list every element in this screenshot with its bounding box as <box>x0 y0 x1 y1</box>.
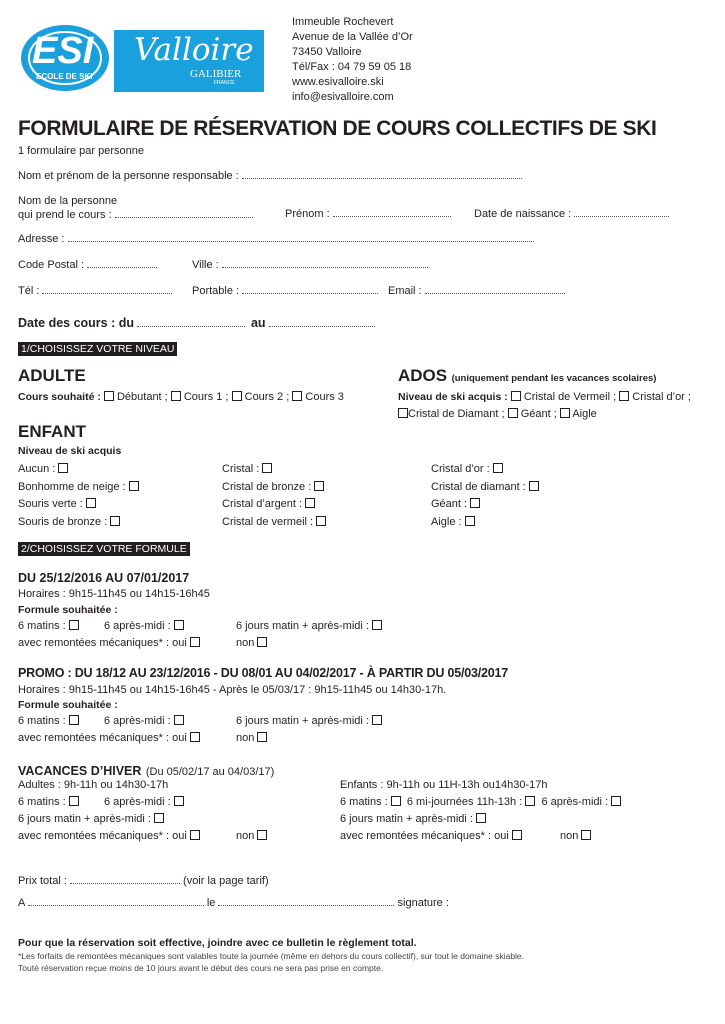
dates-row <box>18 316 375 330</box>
section-formule-bar: 2/CHOISISSEZ VOTRE FORMULE <box>18 542 190 556</box>
period-2-title: PROMO : DU 18/12 AU 23/12/2016 - DU 08/01 AU 04/02/2017 - À PARTIR DU 05/03/2017 <box>18 666 509 680</box>
enfants-horaires: Enfants : 9h-11h ou 11H-13h ou14h30-17h <box>340 779 548 791</box>
portable-row <box>192 285 378 297</box>
p3e-jours-label: 6 jours matin + après-midi : <box>340 813 473 825</box>
enfant-option <box>222 461 326 479</box>
cp-field[interactable] <box>87 266 157 268</box>
checkbox-p1-non[interactable] <box>257 637 267 647</box>
p2-non-row <box>236 732 267 744</box>
checkbox-cristal-vermeil[interactable] <box>511 391 521 401</box>
email-field[interactable] <box>425 292 565 294</box>
p3e-options-row <box>340 796 621 808</box>
p1-non-row <box>236 637 267 649</box>
checkbox-cours-3[interactable] <box>292 391 302 401</box>
p2-remontees-label: avec remontées mécaniques* : oui <box>18 732 187 744</box>
note-forfaits: *Les forfaits de remontées mécaniques sont valables toute la journée (même en dehors du cours collectif), sur tout le domaine skiable. <box>18 951 525 961</box>
p3e-non-label: non <box>560 830 579 842</box>
website-link[interactable]: www.esivalloire.ski <box>292 76 384 88</box>
period-3-dates: (Du 05/02/17 au 04/03/17) <box>145 766 275 778</box>
ville-field[interactable] <box>222 266 428 268</box>
p3a-matins-label: 6 matins : <box>18 796 66 808</box>
period-1-horaires: Horaires : 9h15-11h45 ou 14h15-16h45 <box>18 588 210 600</box>
checkbox-cristal[interactable] <box>262 463 272 473</box>
tel-field[interactable] <box>42 292 172 294</box>
checkbox-p2-aprem[interactable] <box>174 715 184 725</box>
esi-logo <box>20 24 110 92</box>
ados-niveau-row-2 <box>398 408 597 420</box>
p3e-jours-row <box>340 813 486 825</box>
portable-label: Portable : <box>192 285 240 297</box>
p3a-remontees-label: avec remontées mécaniques* : oui <box>18 830 187 842</box>
checkbox-cristal-vermeil-enfant[interactable] <box>316 516 326 526</box>
opt-cristal-vermeil: Cristal de Vermeil ; <box>523 391 617 403</box>
address-line: Immeuble Rochevert <box>292 16 394 28</box>
p3a-jours-row <box>18 813 164 825</box>
cp-row <box>18 259 157 271</box>
checkbox-p3a-non[interactable] <box>257 830 267 840</box>
enfant-option <box>431 479 539 497</box>
p3a-aprem-label: 6 après-midi : <box>104 796 171 808</box>
ados-note: (uniquement pendant les vacances scolaires) <box>451 373 657 384</box>
period-1-title: DU 25/12/2016 AU 07/01/2017 <box>18 571 190 585</box>
checkbox-aigle-enfant[interactable] <box>465 516 475 526</box>
adresse-label: Adresse : <box>18 233 65 245</box>
enfant-option <box>431 461 539 479</box>
checkbox-p1-aprem[interactable] <box>174 620 184 630</box>
opt-cristal-argent: Cristal d’argent : <box>222 498 303 510</box>
tel-label: Tél : <box>18 285 40 297</box>
enfant-option <box>431 496 539 514</box>
checkbox-geant-enfant[interactable] <box>470 498 480 508</box>
naissance-field[interactable] <box>574 215 669 217</box>
checkbox-aigle[interactable] <box>560 408 570 418</box>
period-2-horaires: Horaires : 9h15-11h45 ou 14h15-16h45 - Après le 05/03/17 : 9h15-11h45 ou 14h30-17h. <box>18 684 447 696</box>
checkbox-p3e-matins[interactable] <box>391 796 401 806</box>
opt-souris-bronze: Souris de bronze : <box>18 515 108 528</box>
responsable-label: Nom et prénom de la personne responsable : <box>18 170 239 182</box>
opt-cristal-or-enfant: Cristal d’or : <box>431 463 490 475</box>
email-label: Email : <box>388 285 422 297</box>
opt-cristal-diamant: Cristal de Diamant ; <box>408 408 505 420</box>
ville-label: Ville : <box>192 259 219 271</box>
prenom-row <box>285 208 451 220</box>
checkbox-p2-jours[interactable] <box>372 715 382 725</box>
checkbox-p3e-mijournees[interactable] <box>525 796 535 806</box>
opt-debutant: Débutant ; <box>116 391 168 403</box>
checkbox-p3e-jours[interactable] <box>476 813 486 823</box>
opt-cours-3: Cours 3 <box>305 391 344 403</box>
responsable-field[interactable] <box>242 177 522 179</box>
enfant-option <box>431 514 539 532</box>
checkbox-p3a-jours[interactable] <box>154 813 164 823</box>
date-from-field[interactable] <box>137 325 245 327</box>
checkbox-aucun[interactable] <box>58 463 68 473</box>
enfant-option <box>18 479 139 497</box>
cp-label: Code Postal : <box>18 259 85 271</box>
period-3-title-row <box>18 762 274 780</box>
opt-geant-enfant: Géant : <box>431 498 468 510</box>
address-line: 73450 Valloire <box>292 46 362 58</box>
naissance-label: Date de naissance : <box>474 208 572 220</box>
p3e-matins-label: 6 matins : <box>340 796 388 808</box>
p2-jours-row <box>236 715 382 727</box>
opt-souris-verte: Souris verte : <box>18 498 83 510</box>
adulte-cours-label: Cours souhaité : <box>18 391 101 403</box>
p1-jours-row <box>236 620 382 632</box>
period-3-title: VACANCES D’HIVER <box>18 764 142 778</box>
checkbox-p1-matins[interactable] <box>69 620 79 630</box>
checkbox-cristal-or[interactable] <box>619 391 629 401</box>
p3a-remontees-row <box>18 830 200 842</box>
dates-label: Date des cours : du <box>18 316 134 330</box>
p3e-non-row <box>560 830 591 842</box>
p3e-mijournees-label: 6 mi-journées 11h-13h : <box>406 796 523 808</box>
adulte-cours-row <box>18 391 344 403</box>
nom-label-2: qui prend le cours : <box>18 209 112 221</box>
p3e-aprem-label: 6 après-midi : <box>541 796 609 808</box>
checkbox-p2-matins[interactable] <box>69 715 79 725</box>
opt-aigle-enfant: Aigle : <box>431 515 462 528</box>
enfant-option <box>222 514 326 532</box>
period-1-formule-label: Formule souhaitée : <box>18 604 118 616</box>
page-title: FORMULAIRE DE RÉSERVATION DE COURS COLLECTIFS DE SKI <box>18 117 657 140</box>
period-2-formule-label: Formule souhaitée : <box>18 699 118 711</box>
nom-row <box>18 194 253 222</box>
phone-line: Tél/Fax : 04 79 59 05 18 <box>292 61 412 73</box>
signature-label: signature : <box>397 897 449 909</box>
date-to-field[interactable] <box>269 325 375 327</box>
checkbox-p3e-non[interactable] <box>581 830 591 840</box>
opt-cristal-bronze: Cristal de bronze : <box>222 480 312 493</box>
enfant-title: ENFANT <box>18 422 86 441</box>
p2-aprem-row <box>104 715 184 727</box>
ados-niveau-label: Niveau de ski acquis : <box>398 391 508 403</box>
checkbox-geant[interactable] <box>508 408 518 418</box>
p1-remontees-label: avec remontées mécaniques* : oui <box>18 637 187 649</box>
date-le-label: le <box>206 897 216 909</box>
enfant-option <box>18 514 139 532</box>
checkbox-p3e-oui[interactable] <box>512 830 522 840</box>
opt-cours-1: Cours 1 ; <box>183 391 229 403</box>
checkbox-cristal-diamant[interactable] <box>398 408 408 418</box>
p1-aprem-row <box>104 620 184 632</box>
enfant-col-2 <box>222 461 326 531</box>
checkbox-souris-verte[interactable] <box>86 498 96 508</box>
portable-field[interactable] <box>242 292 378 294</box>
checkbox-cristal-diamant-enfant[interactable] <box>529 481 539 491</box>
enfant-niveau-label: Niveau de ski acquis <box>18 445 122 457</box>
p3a-jours-label: 6 jours matin + après-midi : <box>18 813 151 825</box>
lieu-label: A <box>18 897 25 909</box>
p2-matins-label: 6 matins : <box>18 715 66 727</box>
p1-matins-label: 6 matins : <box>18 620 66 632</box>
p1-non-label: non <box>236 637 255 649</box>
note-delai: Touté réservation reçue moins de 10 jours avant le début des cours ne sera pas prise en compte. <box>18 963 384 973</box>
nom-label-1: Nom de la personne <box>18 195 118 207</box>
lieu-field[interactable] <box>28 904 204 906</box>
page-subtitle: 1 formulaire par personne <box>18 145 144 157</box>
p2-aprem-label: 6 après-midi : <box>104 715 171 727</box>
checkbox-p1-jours[interactable] <box>372 620 382 630</box>
checkbox-bonhomme[interactable] <box>129 481 139 491</box>
prenom-field[interactable] <box>333 215 451 217</box>
opt-aucun: Aucun : <box>18 463 56 475</box>
esi-logo-subtext: ECOLE DE SKI <box>36 72 93 81</box>
checkbox-cristal-or-enfant[interactable] <box>493 463 503 473</box>
p2-jours-label: 6 jours matin + après-midi : <box>236 715 369 727</box>
opt-cristal: Cristal : <box>222 463 260 475</box>
enfant-col-3 <box>431 461 539 531</box>
opt-aigle: Aigle <box>572 408 597 420</box>
email-row <box>388 285 565 297</box>
opt-cours-2: Cours 2 ; <box>244 391 290 403</box>
checkbox-cristal-argent[interactable] <box>305 498 315 508</box>
valloire-logo <box>114 30 264 92</box>
p3a-matins-row <box>18 796 79 808</box>
checkbox-cristal-bronze[interactable] <box>314 481 324 491</box>
checkbox-p3e-aprem[interactable] <box>611 796 621 806</box>
signature-row <box>18 897 449 909</box>
checkbox-debutant[interactable] <box>104 391 114 401</box>
checkbox-souris-bronze[interactable] <box>110 516 120 526</box>
p3a-non-row <box>236 830 267 842</box>
p2-matins-row <box>18 715 79 727</box>
email-link[interactable]: info@esivalloire.com <box>292 91 394 103</box>
p3a-non-label: non <box>236 830 255 842</box>
esi-logo-text: ESI <box>32 30 94 72</box>
address-line: Avenue de la Vallée d’Or <box>292 31 413 43</box>
p1-matins-row <box>18 620 79 632</box>
enfant-option <box>222 496 326 514</box>
opt-cristal-diamant-enfant: Cristal de diamant : <box>431 480 526 493</box>
ados-title-row <box>398 366 656 386</box>
checkbox-cours-1[interactable] <box>171 391 181 401</box>
valloire-logo-text: Valloire <box>134 32 254 68</box>
prix-field[interactable] <box>70 882 180 884</box>
checkbox-p3a-aprem[interactable] <box>174 796 184 806</box>
naissance-row <box>474 208 669 220</box>
p2-non-label: non <box>236 732 255 744</box>
responsable-row <box>18 170 522 182</box>
ville-row <box>192 259 428 271</box>
enfant-col-1 <box>18 461 139 531</box>
enfant-option <box>222 479 326 497</box>
prenom-label: Prénom : <box>285 208 330 220</box>
ados-title: ADOS <box>398 366 448 385</box>
date-signature-field[interactable] <box>218 904 394 906</box>
france-logo-text: FRANCE <box>214 80 235 86</box>
prix-row <box>18 875 269 887</box>
checkbox-p3a-oui[interactable] <box>190 830 200 840</box>
adulte-title: ADULTE <box>18 366 86 385</box>
opt-geant: Géant ; <box>520 408 557 420</box>
p3e-remontees-label: avec remontées mécaniques* : oui <box>340 830 509 842</box>
adresse-row <box>18 233 534 245</box>
p2-remontees-row <box>18 732 200 744</box>
p1-remontees-row <box>18 637 200 649</box>
opt-cristal-vermeil-enfant: Cristal de vermeil : <box>222 515 314 528</box>
p1-jours-label: 6 jours matin + après-midi : <box>236 620 369 632</box>
nom-field[interactable] <box>115 216 253 218</box>
p1-aprem-label: 6 après-midi : <box>104 620 171 632</box>
p3a-aprem-row <box>104 796 184 808</box>
p3e-remontees-row <box>340 830 522 842</box>
galibier-logo-text: GALIBIER <box>190 68 242 80</box>
ados-niveau-row <box>398 391 691 403</box>
adultes-horaires: Adultes : 9h-11h ou 14h30-17h <box>18 779 169 791</box>
dates-au-label: au <box>250 316 266 330</box>
tel-row <box>18 285 172 297</box>
checkbox-p1-oui[interactable] <box>190 637 200 647</box>
address-block <box>292 15 413 105</box>
section-niveau-bar: 1/CHOISISSEZ VOTRE NIVEAU <box>18 342 177 356</box>
checkbox-cours-2[interactable] <box>232 391 242 401</box>
checkbox-p3a-matins[interactable] <box>69 796 79 806</box>
enfant-option <box>18 461 139 479</box>
opt-bonhomme: Bonhomme de neige : <box>18 480 126 493</box>
prix-label: Prix total : <box>18 875 67 887</box>
note-bold: Pour que la réservation soit effective, joindre avec ce bulletin le règlement total. <box>18 937 417 949</box>
checkbox-p2-non[interactable] <box>257 732 267 742</box>
prix-note: (voir la page tarif) <box>183 875 269 887</box>
opt-cristal-or: Cristal d’or ; <box>632 391 691 403</box>
adresse-field[interactable] <box>68 240 534 242</box>
checkbox-p2-oui[interactable] <box>190 732 200 742</box>
enfant-option <box>18 496 139 514</box>
